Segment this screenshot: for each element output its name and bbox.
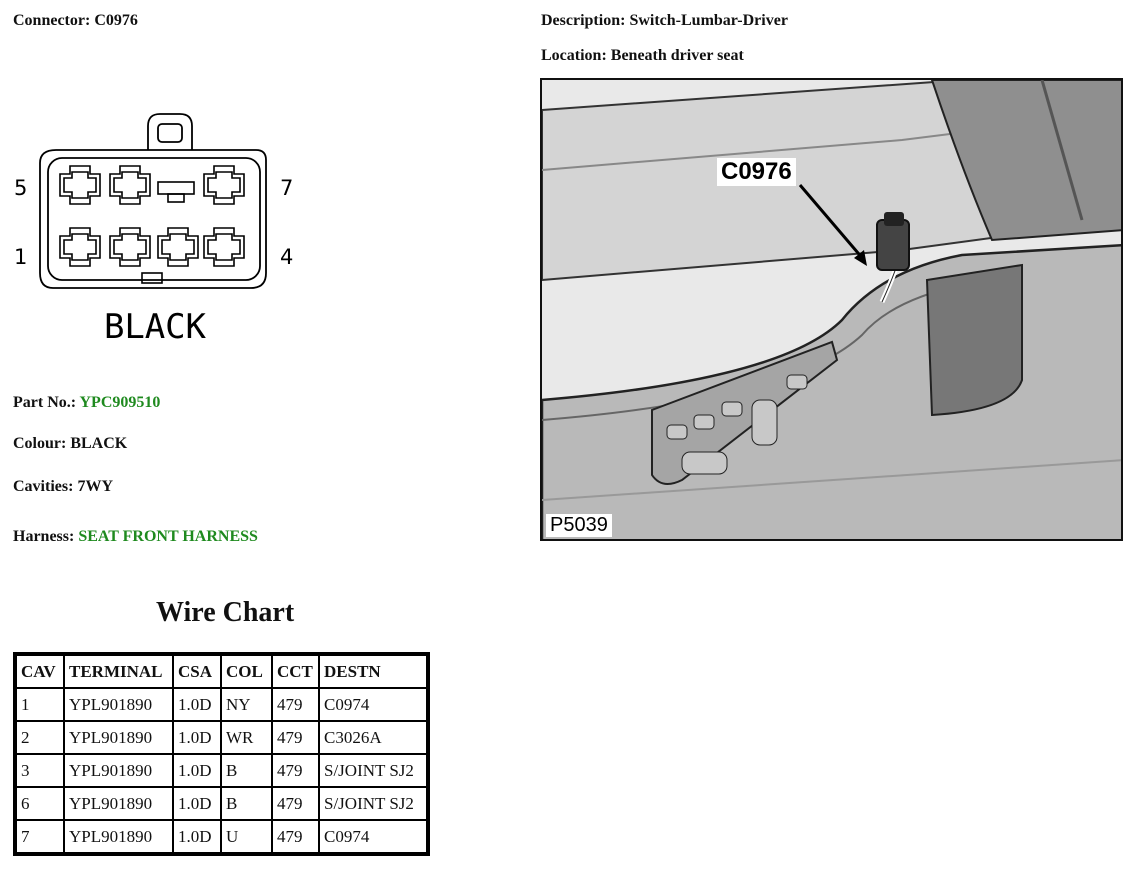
pin-label-1: 1 — [14, 245, 28, 269]
photo-callout-label: C0976 — [717, 158, 796, 186]
header-cct: CCT — [272, 655, 319, 688]
cell-col: WR — [221, 721, 272, 754]
cell-cav: 3 — [16, 754, 64, 787]
part-no-field — [13, 394, 160, 412]
cell-col: U — [221, 820, 272, 853]
header-col: COL — [221, 655, 272, 688]
table-row — [16, 721, 427, 754]
header-cav: CAV — [16, 655, 64, 688]
cell-cav: 1 — [16, 688, 64, 721]
cell-cct: 479 — [272, 688, 319, 721]
cell-csa: 1.0D — [173, 754, 221, 787]
description-field — [541, 12, 788, 30]
cell-destn: S/JOINT SJ2 — [319, 787, 427, 820]
cell-csa: 1.0D — [173, 787, 221, 820]
cell-cav: 6 — [16, 787, 64, 820]
table-row — [16, 820, 427, 853]
cell-terminal: YPL901890 — [64, 820, 173, 853]
cell-destn: C0974 — [319, 688, 427, 721]
cell-col: NY — [221, 688, 272, 721]
connector-value: C0976 — [94, 12, 138, 29]
connector-label: Connector: — [13, 12, 91, 29]
cell-col: B — [221, 787, 272, 820]
cell-terminal: YPL901890 — [64, 688, 173, 721]
table-row — [16, 787, 427, 820]
cell-csa: 1.0D — [173, 721, 221, 754]
colour-label: Colour: — [13, 435, 67, 452]
cell-cct: 479 — [272, 820, 319, 853]
cell-csa: 1.0D — [173, 688, 221, 721]
location-photo — [540, 78, 1123, 541]
description-value: Switch-Lumbar-Driver — [629, 12, 788, 29]
cell-destn: C3026A — [319, 721, 427, 754]
seat-illustration — [542, 80, 1123, 541]
cell-destn: S/JOINT SJ2 — [319, 754, 427, 787]
cell-terminal: YPL901890 — [64, 754, 173, 787]
cell-cct: 479 — [272, 754, 319, 787]
table-header-row — [16, 655, 427, 688]
wire-chart-title: Wire Chart — [156, 597, 295, 628]
connector-pinout-diagram — [8, 108, 308, 353]
harness-label: Harness: — [13, 528, 75, 545]
cavities-value: 7WY — [77, 478, 113, 495]
colour-value: BLACK — [70, 435, 128, 452]
cavities-label: Cavities: — [13, 478, 74, 495]
header-destn: DESTN — [319, 655, 427, 688]
part-no-label: Part No.: — [13, 394, 77, 411]
location-field — [541, 47, 744, 65]
header-terminal: TERMINAL — [64, 655, 173, 688]
cell-cav: 7 — [16, 820, 64, 853]
cell-cct: 479 — [272, 721, 319, 754]
cavities-field — [13, 478, 113, 496]
colour-field — [13, 435, 127, 453]
table-row — [16, 754, 427, 787]
cell-cct: 479 — [272, 787, 319, 820]
pin-label-4: 4 — [280, 245, 294, 269]
cell-csa: 1.0D — [173, 820, 221, 853]
part-no-link[interactable]: YPC909510 — [79, 394, 161, 411]
photo-code-label: P5039 — [546, 514, 612, 537]
top-row-cavities — [60, 166, 244, 204]
cell-terminal: YPL901890 — [64, 721, 173, 754]
pinout-color-text: BLACK — [104, 307, 206, 347]
cell-terminal: YPL901890 — [64, 787, 173, 820]
table-row — [16, 688, 427, 721]
pin-label-7: 7 — [280, 176, 294, 200]
description-label: Description: — [541, 12, 626, 29]
harness-field — [13, 528, 258, 546]
cell-col: B — [221, 754, 272, 787]
location-value: Beneath driver seat — [610, 47, 744, 64]
cell-cav: 2 — [16, 721, 64, 754]
connector-field — [13, 12, 138, 30]
location-label: Location: — [541, 47, 607, 64]
cell-destn: C0974 — [319, 820, 427, 853]
header-csa: CSA — [173, 655, 221, 688]
wire-chart-table — [13, 652, 430, 856]
pin-label-5: 5 — [14, 176, 28, 200]
harness-link[interactable]: SEAT FRONT HARNESS — [78, 528, 258, 545]
bottom-row-cavities — [60, 228, 244, 283]
